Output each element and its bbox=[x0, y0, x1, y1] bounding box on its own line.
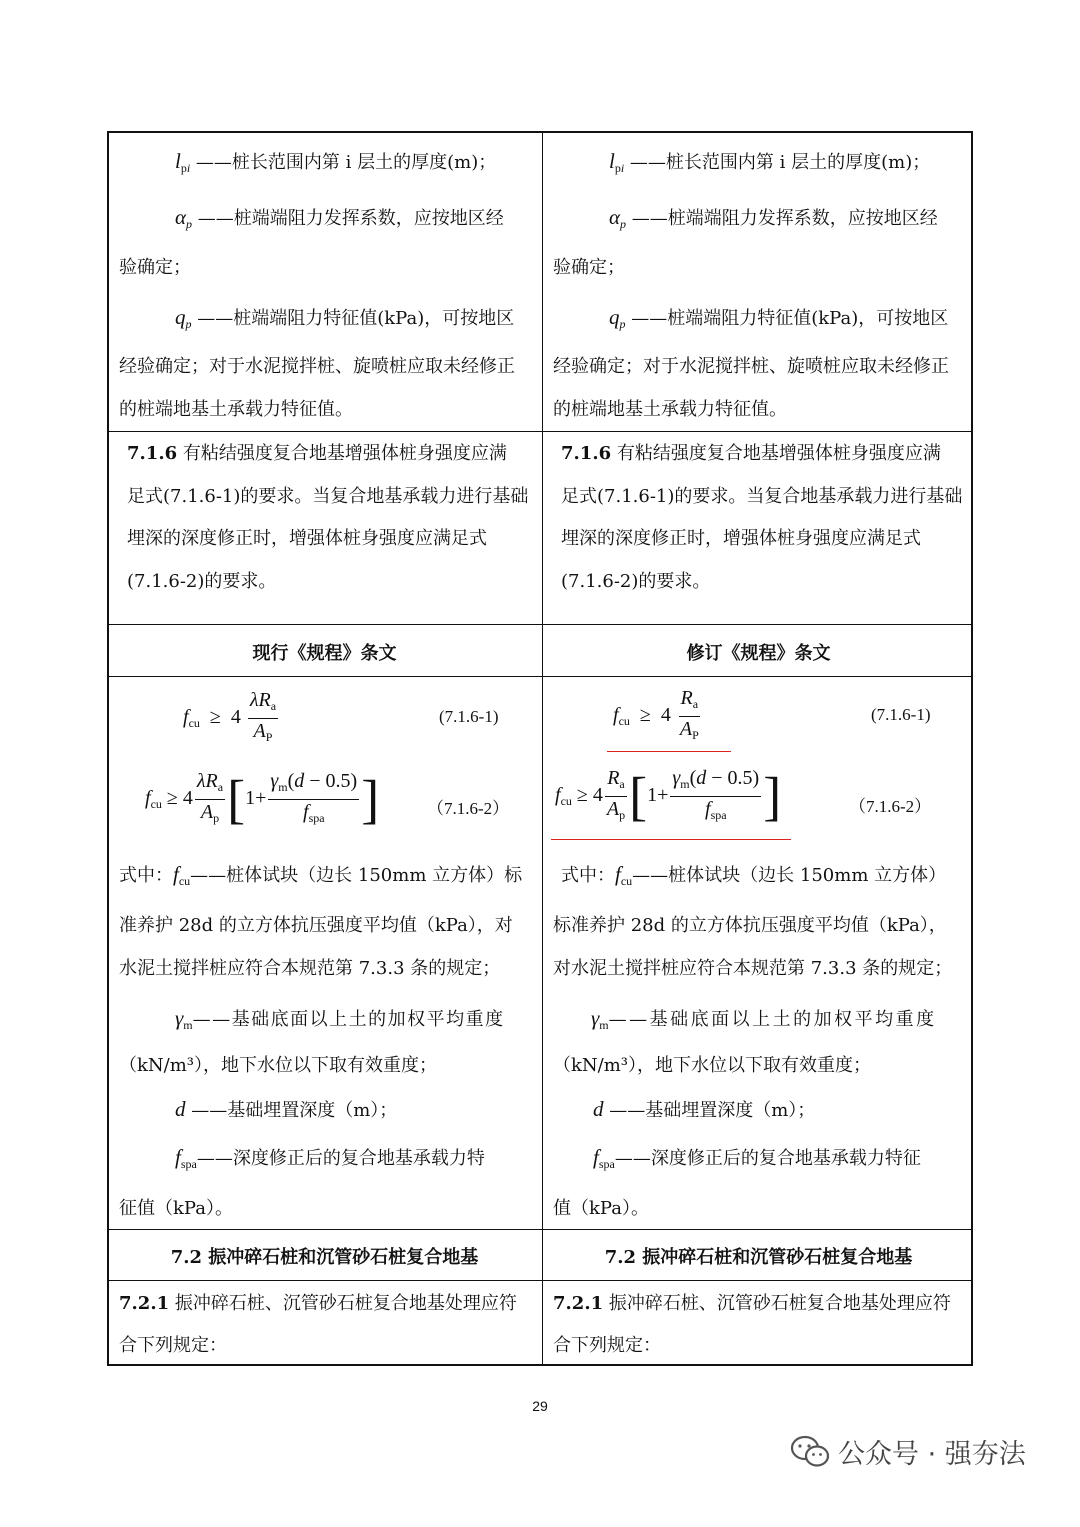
page-number: 29 bbox=[532, 1398, 548, 1414]
revision-underline bbox=[607, 751, 731, 752]
section-title: 7.2 振冲碎石桩和沉管砂石桩复合地基 bbox=[604, 1247, 913, 1268]
symbol-d: d bbox=[175, 1097, 186, 1121]
equation-number-1: (7.1.6-1) bbox=[439, 707, 499, 726]
header-revised-code: 修订《规程》条文 bbox=[686, 643, 831, 664]
row-divider bbox=[109, 624, 971, 625]
revision-underline bbox=[551, 839, 791, 840]
symbol-qp: qp bbox=[609, 305, 626, 331]
symbol-alpha-p: αp bbox=[609, 205, 627, 231]
fcu-desc-line2: 标准养护 28d 的立方体抗压强度平均值（kPa）， bbox=[553, 915, 947, 936]
equation-number-1: (7.1.6-1) bbox=[871, 705, 931, 724]
equation-7-1-6-1: $f_{cu} \ge 4$ $\frac{\lambda R_a}{A_P}$ bbox=[183, 689, 277, 744]
fcu-desc-line3: 对水泥土搅拌桩应符合本规范第 7.3.3 条的规定； bbox=[553, 958, 953, 979]
gamma-m-desc-line2: （kN/m³），地下水位以下取有效重度； bbox=[119, 1055, 438, 1076]
symbol-fcu: $f_{cu}$ bbox=[173, 862, 191, 888]
column-divider bbox=[542, 133, 543, 1364]
alpha-p-desc-cont: 验确定； bbox=[553, 257, 625, 278]
lpi-desc: ——桩长范围内第 i 层土的厚度(m)； bbox=[195, 152, 497, 173]
symbol-lpi: lpi bbox=[175, 149, 191, 175]
symbol-fspa: $f_{spa}$ bbox=[175, 1145, 197, 1171]
symbol-fspa: $f_{spa}$ bbox=[593, 1145, 615, 1171]
clause-number: 7.2.1 bbox=[553, 1293, 604, 1314]
qp-desc-line2: 经验确定；对于水泥搅拌桩、旋喷桩应取未经修正 bbox=[119, 356, 515, 377]
clause-number: 7.1.6 bbox=[561, 443, 612, 464]
row-divider bbox=[109, 676, 971, 677]
fspa-desc: ——深度修正后的复合地基承载力特 bbox=[196, 1148, 485, 1169]
header-current-code: 现行《规程》条文 bbox=[252, 643, 397, 664]
clause-text-line2: 足式(7.1.6-1)的要求。当复合地基承载力进行基础 bbox=[561, 486, 963, 507]
symbol-gamma-m: $\gamma_m$ bbox=[175, 1006, 193, 1032]
equation-7-1-6-2-revised: $f_{cu} \ge 4$ $\frac{R_a}{A_p}$ [1+ $\frac{\gamma_m(d - 0.5)}{f_{spa}}$ ] bbox=[555, 766, 782, 827]
lpi-desc: ——桩长范围内第 i 层土的厚度(m)； bbox=[629, 152, 931, 173]
clause-number: 7.2.1 bbox=[119, 1293, 170, 1314]
gamma-m-desc: ——基础底面以上土的加权平均重度 bbox=[608, 1009, 937, 1030]
clause-text-line2: 合下列规定： bbox=[553, 1335, 661, 1356]
clause-text-line2: 合下列规定： bbox=[119, 1335, 227, 1356]
alpha-p-desc: ——桩端端阻力发挥系数，应按地区经 bbox=[631, 208, 938, 229]
fspa-desc: ——深度修正后的复合地基承载力特征 bbox=[614, 1148, 921, 1169]
symbol-qp: qp bbox=[175, 305, 192, 331]
clause-text-line4: (7.1.6-2)的要求。 bbox=[561, 571, 711, 592]
row-divider bbox=[109, 1229, 971, 1230]
clause-text-line3: 埋深的深度修正时，增强体桩身强度应满足式 bbox=[127, 528, 487, 549]
symbol-d: d bbox=[593, 1097, 604, 1121]
alpha-p-desc-cont: 验确定； bbox=[119, 257, 191, 278]
clause-text: 振冲碎石桩、沉管砂石桩复合地基处理应符 bbox=[603, 1293, 951, 1314]
wechat-icon bbox=[790, 1435, 830, 1469]
symbol-lpi: lpi bbox=[609, 149, 625, 175]
clause-number: 7.1.6 bbox=[127, 443, 178, 464]
fcu-desc: ——桩体试块（边长 150mm 立方体）标 bbox=[190, 865, 523, 886]
where-label: 式中： bbox=[119, 865, 173, 886]
clause-text-line3: 埋深的深度修正时，增强体桩身强度应满足式 bbox=[561, 528, 921, 549]
alpha-p-desc: ——桩端端阻力发挥系数，应按地区经 bbox=[197, 208, 504, 229]
equation-number-2: （7.1.6-2） bbox=[427, 799, 510, 818]
equation-7-1-6-2: $f_{cu} \ge 4$ $\frac{\lambda R_a}{A_p}$ [1+ $\frac{\gamma_m(d - 0.5)}{f_{spa}}$ ] bbox=[145, 769, 380, 830]
clause-text-line4: (7.1.6-2)的要求。 bbox=[127, 571, 277, 592]
qp-desc-line3: 的桩端地基土承载力特征值。 bbox=[119, 399, 353, 420]
row-divider bbox=[109, 1280, 971, 1281]
symbol-fcu: $f_{cu}$ bbox=[615, 862, 633, 888]
fcu-desc-line3: 水泥土搅拌桩应符合本规范第 7.3.3 条的规定； bbox=[119, 958, 501, 979]
qp-desc-line2: 经验确定；对于水泥搅拌桩、旋喷桩应取未经修正 bbox=[553, 356, 949, 377]
where-label: 式中： bbox=[561, 865, 615, 886]
equation-7-1-6-1-revised: $f_{cu} \ge 4$ $\frac{R_a}{A_P}$ bbox=[613, 687, 699, 742]
clause-text: 有粘结强度复合地基增强体桩身强度应满 bbox=[177, 443, 507, 464]
watermark bbox=[790, 1432, 1026, 1471]
d-desc: ——基础埋置深度（m）； bbox=[191, 1100, 398, 1121]
fspa-desc-line2: 征值（kPa）。 bbox=[119, 1198, 233, 1219]
fcu-desc-line2: 准养护 28d 的立方体抗压强度平均值（kPa），对 bbox=[119, 915, 513, 936]
fspa-desc-line2: 值（kPa）。 bbox=[553, 1198, 649, 1219]
qp-desc: ——桩端端阻力特征值(kPa)，可按地区 bbox=[631, 308, 949, 329]
gamma-m-desc: ——基础底面以上土的加权平均重度 bbox=[192, 1009, 505, 1030]
clause-text: 有粘结强度复合地基增强体桩身强度应满 bbox=[611, 443, 941, 464]
section-title: 7.2 振冲碎石桩和沉管砂石桩复合地基 bbox=[170, 1247, 479, 1268]
gamma-m-desc-line2: （kN/m³），地下水位以下取有效重度； bbox=[553, 1055, 872, 1076]
row-divider bbox=[109, 431, 971, 432]
watermark-text: 公众号 · 强夯法 bbox=[838, 1439, 1026, 1470]
symbol-gamma-m: $\gamma_m$ bbox=[591, 1006, 609, 1032]
clause-text-line2: 足式(7.1.6-1)的要求。当复合地基承载力进行基础 bbox=[127, 486, 529, 507]
qp-desc-line3: 的桩端地基土承载力特征值。 bbox=[553, 399, 787, 420]
comparison-table bbox=[107, 131, 973, 1366]
symbol-alpha-p: αp bbox=[175, 205, 193, 231]
qp-desc: ——桩端端阻力特征值(kPa)，可按地区 bbox=[197, 308, 515, 329]
clause-text: 振冲碎石桩、沉管砂石桩复合地基处理应符 bbox=[169, 1293, 517, 1314]
fcu-desc: ——桩体试块（边长 150mm 立方体） bbox=[632, 865, 947, 886]
equation-number-2: （7.1.6-2） bbox=[849, 797, 932, 816]
d-desc: ——基础埋置深度（m）； bbox=[609, 1100, 816, 1121]
